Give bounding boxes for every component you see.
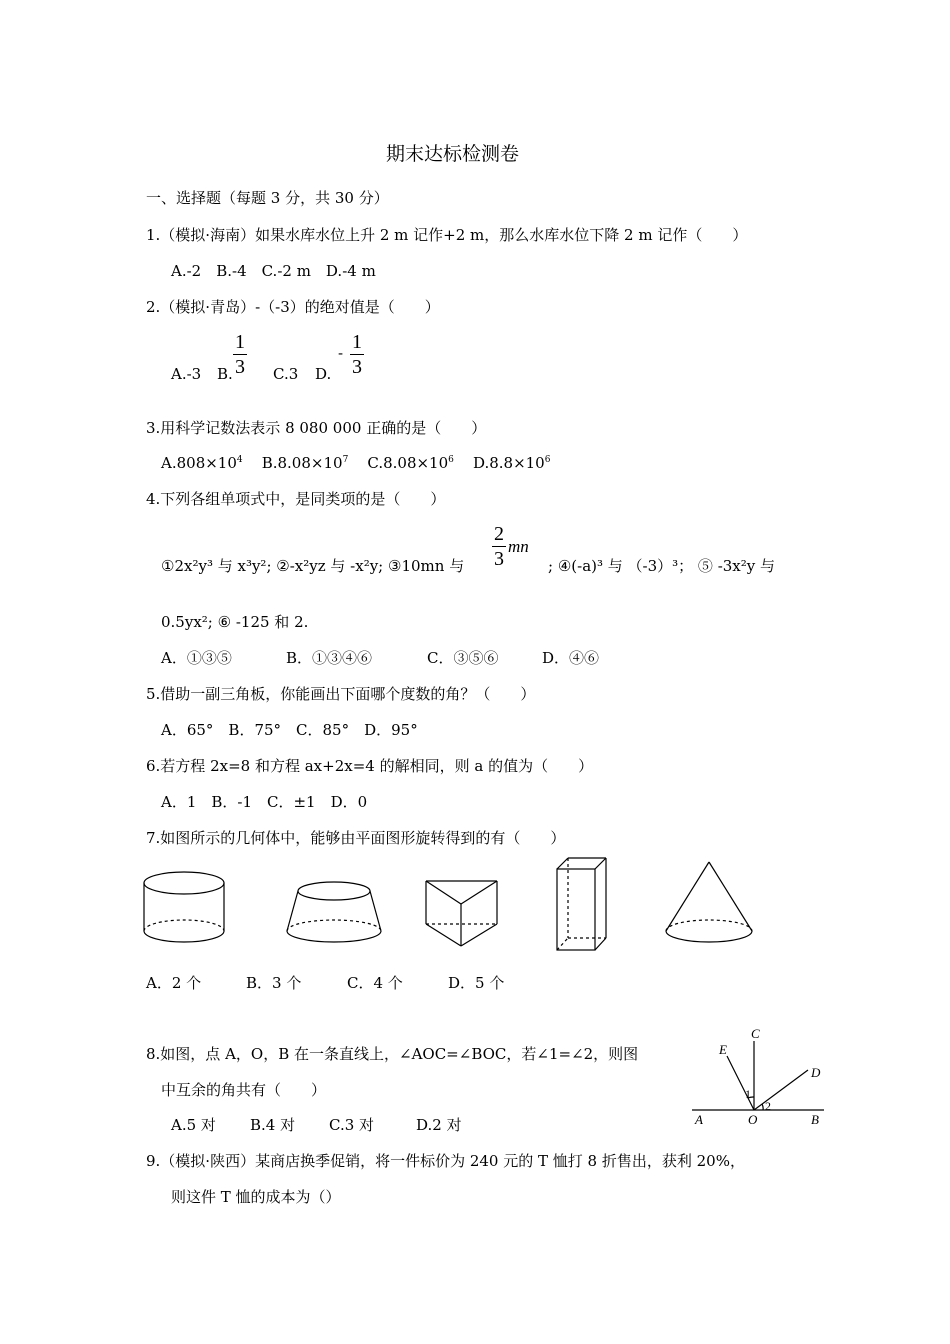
fraction-numerator: 1 bbox=[352, 331, 362, 353]
question-2-option-a: A.-3 bbox=[171, 365, 202, 383]
question-7-option-b: B．3 个 bbox=[246, 974, 302, 992]
label-o: O bbox=[748, 1112, 758, 1127]
question-1-stem: 1.（模拟·海南）如果水库水位上升 2 m 记作+2 m，那么水库水位下降 2 m 记作（ ） bbox=[146, 226, 748, 244]
question-4-option-d: D．④⑥ bbox=[542, 649, 600, 667]
label-angle-2: 2 bbox=[765, 1099, 771, 1113]
question-2-stem: 2.（模拟·青岛）-（-3）的绝对值是（ ） bbox=[146, 298, 440, 316]
option-d: $D.8.8\times 10^6$ bbox=[472, 454, 551, 472]
question-3-stem: 3.用科学记数法表示 8 080 000 正确的是（ ） bbox=[146, 419, 487, 437]
question-2-option-c: C.3 bbox=[273, 365, 299, 383]
question-8-option-c: C.3 对 bbox=[329, 1116, 375, 1134]
question-7-option-d: D．5 个 bbox=[448, 974, 505, 992]
question-4-option-b: B．①③④⑥ bbox=[286, 649, 373, 667]
question-9-stem-line1: 9.（模拟·陕西）某商店换季促销，将一件标价为 240 元的 T 恤打 8 折售出，获利 20%， bbox=[146, 1152, 745, 1170]
fraction-variable: mn bbox=[508, 537, 529, 556]
label-e: E bbox=[719, 1042, 727, 1057]
question-4-stem: 4.下列各组单项式中，是同类项的是（ ） bbox=[146, 490, 446, 508]
option-a: $A.808\times 10^4$ bbox=[161, 454, 243, 472]
option-b: $B.8.08\times 10^7$ bbox=[261, 454, 349, 472]
question-8-option-d: D.2 对 bbox=[416, 1116, 462, 1134]
question-9-stem-line2: 则这件 T 恤的成本为（） bbox=[171, 1188, 341, 1206]
label-angle-1: 1 bbox=[745, 1087, 751, 1101]
question-7-stem: 7.如图所示的几何体中，能够由平面图形旋转得到的有（ ） bbox=[146, 829, 566, 847]
question-8-option-a: A.5 对 bbox=[171, 1116, 216, 1134]
angle-2-arc bbox=[762, 1104, 763, 1110]
label-c: C bbox=[751, 1026, 760, 1041]
section-heading: 一、选择题（每题 3 分，共 30 分） bbox=[146, 189, 389, 207]
question-5-stem: 5.借助一副三角板，你能画出下面哪个度数的角？（ ） bbox=[146, 685, 536, 703]
question-8-stem-line1: 8.如图，点 A，O，B 在一条直线上，∠AOC=∠BOC，若∠1=∠2，则图 bbox=[146, 1045, 639, 1063]
fraction-numerator: 1 bbox=[235, 331, 245, 353]
question-2-option-b: B. bbox=[217, 365, 233, 383]
question-6-stem: 6.若方程 2x=8 和方程 ax+2x=4 的解相同，则 a 的值为（ ） bbox=[146, 757, 594, 775]
minus-sign: - bbox=[338, 344, 344, 362]
page-title: 期末达标检测卷 bbox=[386, 143, 520, 165]
question-1-options: A.-2 B.-4 C.-2 m D.-4 m bbox=[171, 262, 376, 280]
question-4-line1-end: ; ④(-a)³ 与 （-3）³； ⑤ -3x²y 与 bbox=[548, 557, 776, 575]
fraction-denominator: 3 bbox=[235, 356, 245, 378]
label-a: A bbox=[695, 1112, 703, 1127]
question-6-options: A．1 B．-1 C．±1 D．0 bbox=[161, 793, 368, 811]
label-b: B bbox=[811, 1112, 819, 1127]
fraction-denominator: 3 bbox=[352, 356, 362, 378]
fraction-numerator: 2 bbox=[494, 523, 504, 545]
question-4-option-a: A．①③⑤ bbox=[161, 649, 232, 667]
label-d: D bbox=[811, 1065, 821, 1080]
question-4-line1-start: ①2x²y³ 与 x³y²; ②-x²yz 与 -x²y; ③10mn 与 bbox=[161, 557, 465, 575]
question-8-option-b: B.4 对 bbox=[250, 1116, 296, 1134]
question-4-option-c: C．③⑤⑥ bbox=[427, 649, 499, 667]
option-c: $C.8.08\times 10^6$ bbox=[367, 454, 454, 472]
question-5-options: A．65° B．75° C．85° D．95° bbox=[161, 721, 418, 739]
question-2-option-d: D. bbox=[315, 365, 332, 383]
question-4-line2: 0.5yx²; ⑥ -125 和 2. bbox=[161, 613, 309, 631]
question-8-stem-line2: 中互余的角共有（ ） bbox=[161, 1081, 327, 1099]
fraction-denominator: 3 bbox=[494, 548, 504, 570]
question-7-option-a: A．2 个 bbox=[146, 974, 202, 992]
ray-oe bbox=[727, 1056, 754, 1110]
question-7-option-c: C．4 个 bbox=[347, 974, 403, 992]
